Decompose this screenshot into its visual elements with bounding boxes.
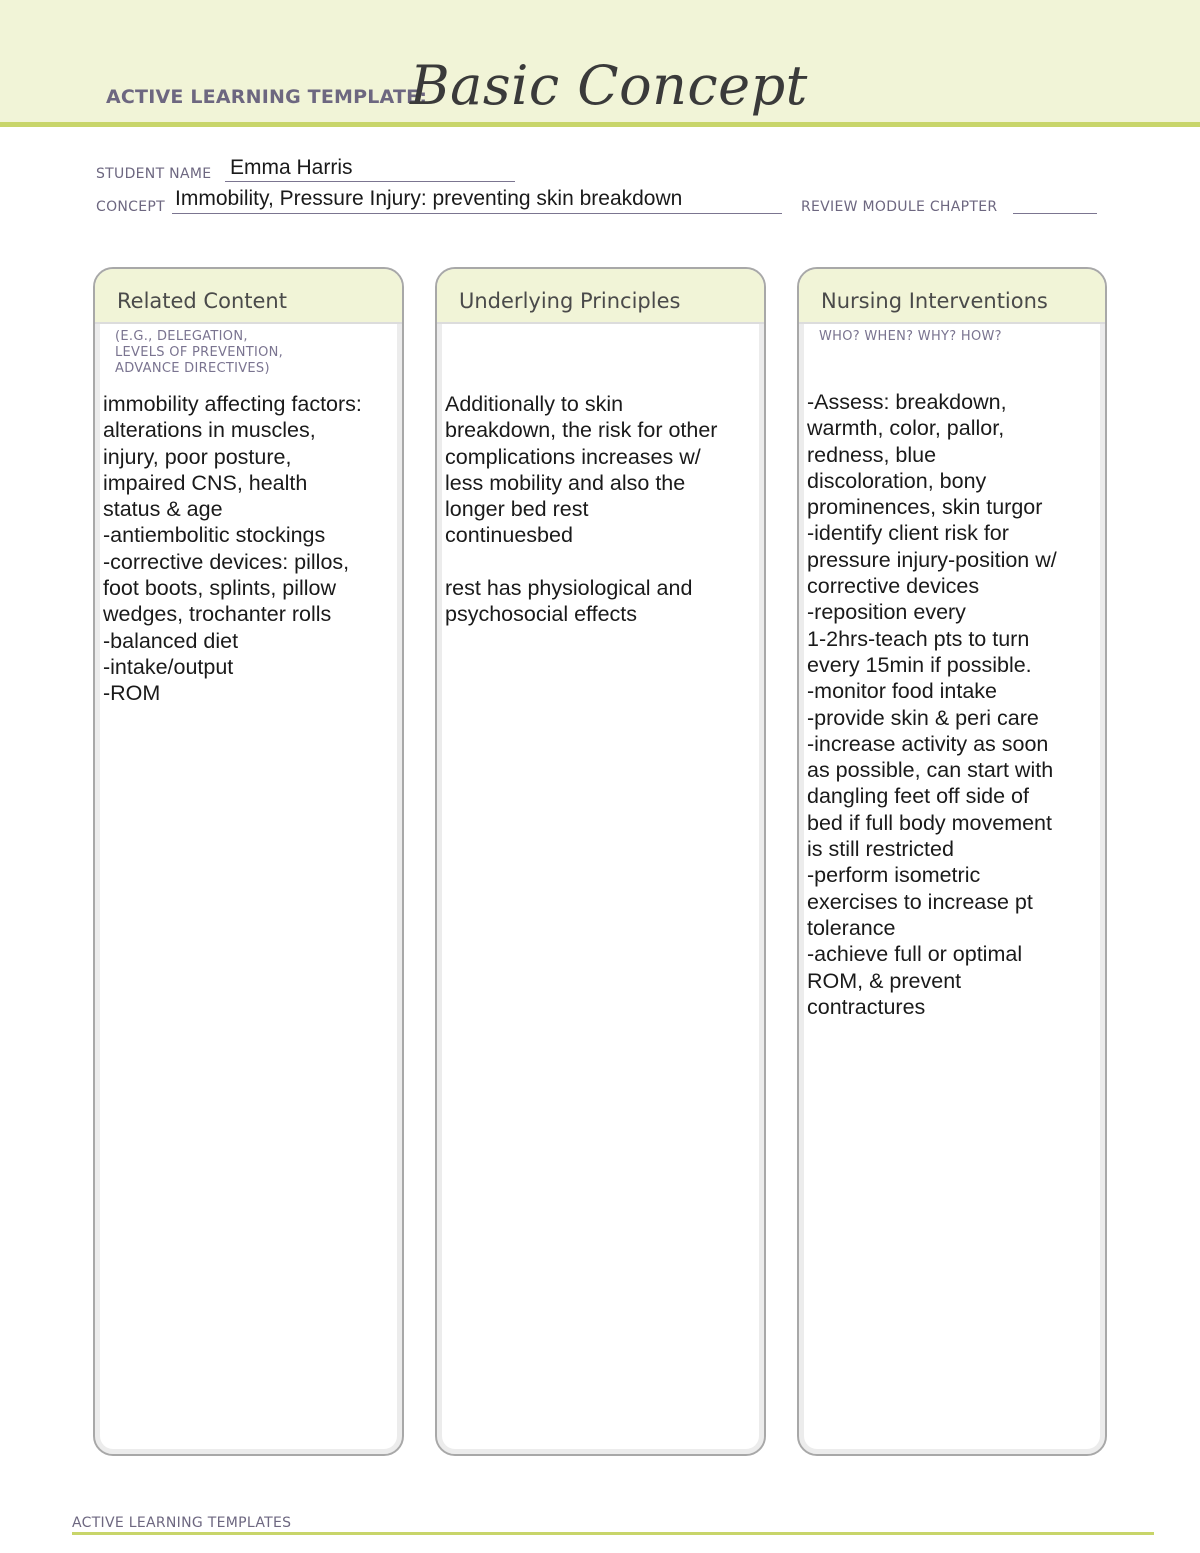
student-name-field[interactable]: Emma Harris [230, 156, 353, 179]
footer-divider [72, 1532, 1154, 1535]
concept-label: CONCEPT [96, 199, 165, 215]
concept-field[interactable]: Immobility, Pressure Injury: preventing skin breakdown [175, 187, 683, 210]
page-title: Basic Concept [410, 54, 808, 117]
nursing-interventions-subtitle: WHO? WHEN? WHY? HOW? [819, 329, 1002, 344]
student-name-line [225, 181, 515, 182]
underlying-principles-text[interactable]: Additionally to skin breakdown, the risk for other complications increases w/ less mobility and also the longer bed rest continuesbed rest has physiological and psychosocial effects [445, 392, 718, 627]
related-content-title: Related Content [117, 289, 287, 313]
review-module-field[interactable] [1013, 213, 1097, 214]
underlying-principles-header [437, 269, 764, 324]
student-name-label: STUDENT NAME [96, 166, 212, 182]
header-divider [0, 122, 1200, 127]
related-content-panel [93, 267, 404, 1456]
related-content-header [95, 269, 402, 324]
footer-label: ACTIVE LEARNING TEMPLATES [72, 1515, 292, 1531]
concept-line [172, 213, 782, 214]
nursing-interventions-text[interactable]: -Assess: breakdown, warmth, color, pallor, redness, blue discoloration, bony prominences, skin turgor -identify client risk for pressure injury-position w/ corrective devices -reposition every 1-2hrs-teach pts to turn every 15min if possible. -monitor food intake -provide skin & peri care -increase activity as soon as possible, can start with dangling feet off side of bed if full body movement is still restricted -perform isometric exercises to increase pt tolerance -achieve full or optimal ROM, & prevent contractures [807, 390, 1057, 1019]
related-content-subtitle: (E.G., DELEGATION, LEVELS OF PREVENTION, ADVANCE DIRECTIVES) [115, 329, 284, 376]
review-module-label: REVIEW MODULE CHAPTER [801, 199, 998, 215]
underlying-principles-panel [435, 267, 766, 1456]
template-label: ACTIVE LEARNING TEMPLATE: [106, 86, 428, 108]
related-content-text[interactable]: immobility affecting factors: alterations in muscles, injury, poor posture, impaired CNS, health status & age -antiembolitic stockings -corrective devices: pillos, foot boots, splints, pillow wedges, trochanter rolls -balanced diet -intake/output -ROM [103, 392, 362, 706]
nursing-interventions-title: Nursing Interventions [821, 289, 1048, 313]
nursing-interventions-header [799, 269, 1105, 324]
underlying-principles-title: Underlying Principles [459, 289, 681, 313]
nursing-interventions-panel [797, 267, 1107, 1456]
